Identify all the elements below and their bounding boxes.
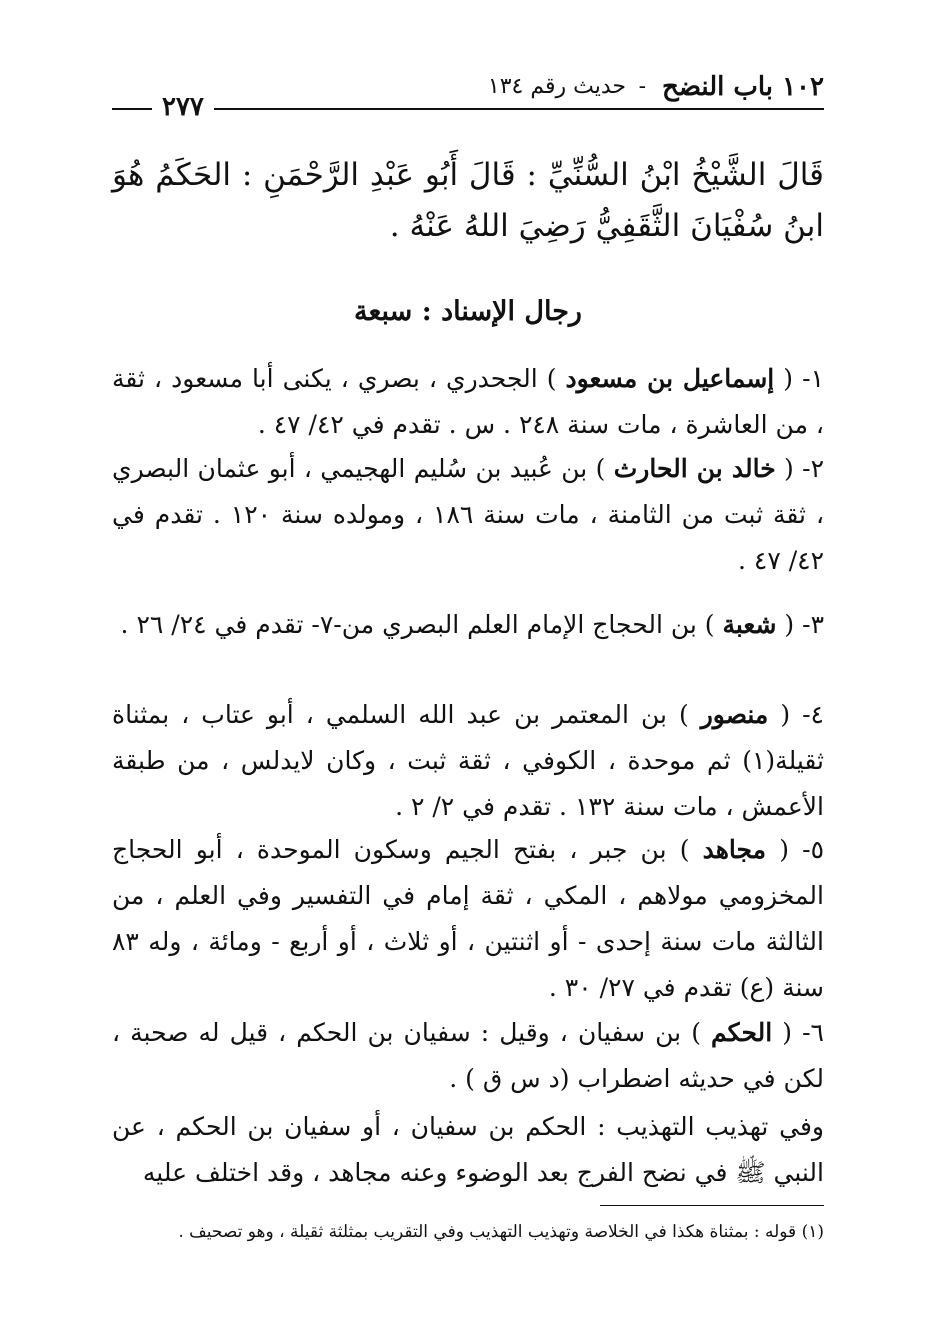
footnote-rule — [600, 1205, 824, 1206]
narrator-entry — [112, 356, 824, 448]
section-title: رجال الإسناد : سبعة — [354, 296, 582, 327]
narrator-entry — [112, 827, 824, 1011]
narrator-name: منصور — [700, 700, 769, 729]
narrator-name: شعبة — [722, 610, 777, 639]
narrator-entry — [112, 602, 824, 648]
entry-text: ) بن جبر ، بفتح الجيم وسكون الموحدة ، أبو الحجاج المخزومي مولاهم ، المكي ، ثقة إمام في التفسير وفي العلم ، من الثالثة مات سنة إحدى - أو اثنتين ، أو ثلاث ، أو أربع - ومائة ، وله ٨٣ سنة (ع) تقدم في ٢٧/ ٣٠ . — [112, 835, 824, 1002]
entry-text: ) الجحدري ، بصري ، يكنى أبا مسعود ، ثقة ، من العاشرة ، مات سنة ٢٤٨ . س . تقدم في ٤٢/ ٤٧ . — [112, 364, 824, 439]
narrator-entry — [112, 446, 824, 584]
entry-number: ٥- ( — [766, 835, 824, 864]
entry-number: ٣- ( — [776, 610, 824, 639]
paragraph-text: وفي تهذيب التهذيب : الحكم بن سفيان ، أو سفيان بن الحكم ، عن النبي ﷺ في نضح الفرج بعد الوضوء وعنه مجاهد ، وقد اختلف عليه — [112, 1112, 824, 1187]
narrator-entry — [112, 1010, 824, 1102]
header-rule — [112, 108, 824, 110]
narrator-name: الحكم — [711, 1018, 773, 1047]
footnote: (١) قوله : بمثناة هكذا في الخلاصة وتهذيب التهذيب وفي التقريب بمثلثة ثقيلة ، وهو تصحيف . — [178, 1222, 824, 1242]
header-separator: - — [638, 74, 646, 99]
narrator-name: خالد بن الحارث — [613, 454, 776, 483]
entry-text: ) بن سفيان ، وقيل : سفيان بن الحكم ، قيل له صحبة ، لكن في حديثه اضطراب (د س ق ) . — [112, 1018, 824, 1093]
entry-text: ) بن عُبيد بن سُليم الهجيمي ، أبو عثمان البصري ، ثقة ثبت من الثامنة ، مات سنة ١٨٦ ، ومولده سنة ١٢٠ . تقدم في ٤٢/ ٤٧ . — [112, 454, 825, 575]
entry-text: ) بن الحجاج الإمام العلم البصري من-٧- تقدم في ٢٤/ ٢٦ . — [120, 610, 723, 639]
page-header — [112, 72, 824, 122]
page-number: ٢٧٧ — [162, 92, 204, 122]
narrator-name: إسماعيل بن مسعود — [565, 364, 775, 393]
entry-number: ١- ( — [774, 364, 824, 393]
entry-number: ٢- ( — [775, 454, 824, 483]
entry-number: ٦- ( — [772, 1018, 824, 1047]
entry-number: ٤- ( — [768, 700, 824, 729]
chapter-title: ١٠٢ باب النضح — [662, 72, 824, 102]
intro-paragraph: قَالَ الشَّيْخُ ابْنُ السُّنِّيِّ : قَالَ أَبُو عَبْدِ الرَّحْمَنِ : الحَكَمُ هُوَ ابنُ سُفْيَانَ الثَّقَفِيُّ رَضِيَ اللهُ عَنْهُ . — [112, 157, 824, 244]
hadith-number: حديث رقم ١٣٤ — [487, 74, 626, 99]
tahdhib-paragraph — [112, 1104, 824, 1196]
narrator-entry — [112, 692, 824, 830]
narrator-name: مجاهد — [702, 835, 767, 864]
entry-text: ) بن المعتمر بن عبد الله السلمي ، أبو عتاب ، بمثناة ثقيلة(١) ثم موحدة ، الكوفي ، ثقة ثبت ، وكان لايدلس ، من طبقة الأعمش ، مات سنة ١٣٢ . تقدم في ٢/ ٢ . — [112, 700, 824, 821]
